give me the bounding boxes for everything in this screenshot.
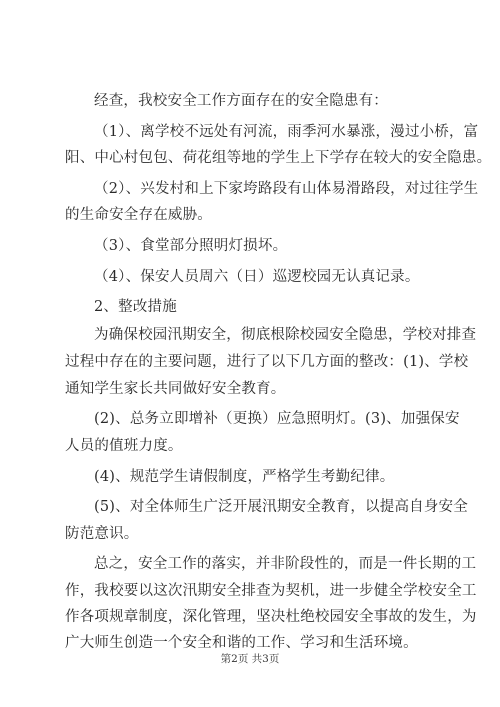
text-line: (5)、对全体师生广泛开展汛期安全教育，以提高自身安全: [94, 499, 468, 515]
text-line: 阳、中心村包包、荷花组等地的学生上下学存在较大的安全隐患。: [65, 150, 492, 166]
page-footer: 第2页 共3页: [220, 653, 280, 665]
text-line: (2)、总务立即增补（更换）应急照明灯。(3)、加强保安: [94, 411, 460, 427]
text-line: 为确保校园汛期安全，彻底根除校园安全隐患，学校对排查: [94, 327, 477, 343]
text-line: 人员的值班力度。: [65, 438, 183, 454]
text-line: （2）、兴发村和上下家垮路段有山体易滑路段，对过往学生: [94, 181, 479, 197]
text-line: （3）、食堂部分照明灯损坏。: [94, 238, 288, 254]
section-2-title: 2、整改措施: [94, 299, 177, 315]
text-line: （1）、离学校不远处有河流，雨季河水暴涨，漫过小桥，富: [94, 124, 479, 140]
text-line: 防范意识。: [65, 526, 139, 542]
text-line: 作各项规章制度，深化管理，坚决杜绝校园安全事故的发生，为: [65, 609, 477, 625]
text-line: 通知学生家长共同做好安全教育。: [65, 381, 286, 397]
text-line: 作，我校要以这次汛期安全排查为契机，进一步健全学校安全工: [65, 583, 477, 599]
text-line: 的生命安全存在威胁。: [65, 207, 212, 223]
text-line: 经查，我校安全工作方面存在的安全隐患有：: [94, 93, 388, 109]
text-line: (4)、规范学生请假制度，严格学生考勤纪律。: [94, 469, 395, 485]
text-line: 广大师生创造一个安全和谐的工作、学习和生活环境。: [65, 635, 418, 651]
text-line: 过程中存在的主要问题，进行了以下几方面的整改：(1)、学校: [65, 354, 469, 370]
text-line: 总之，安全工作的落实，并非阶段性的，而是一件长期的工: [94, 556, 477, 572]
text-line: （4）、保安人员周六（日）巡逻校园无认真记录。: [94, 269, 420, 285]
